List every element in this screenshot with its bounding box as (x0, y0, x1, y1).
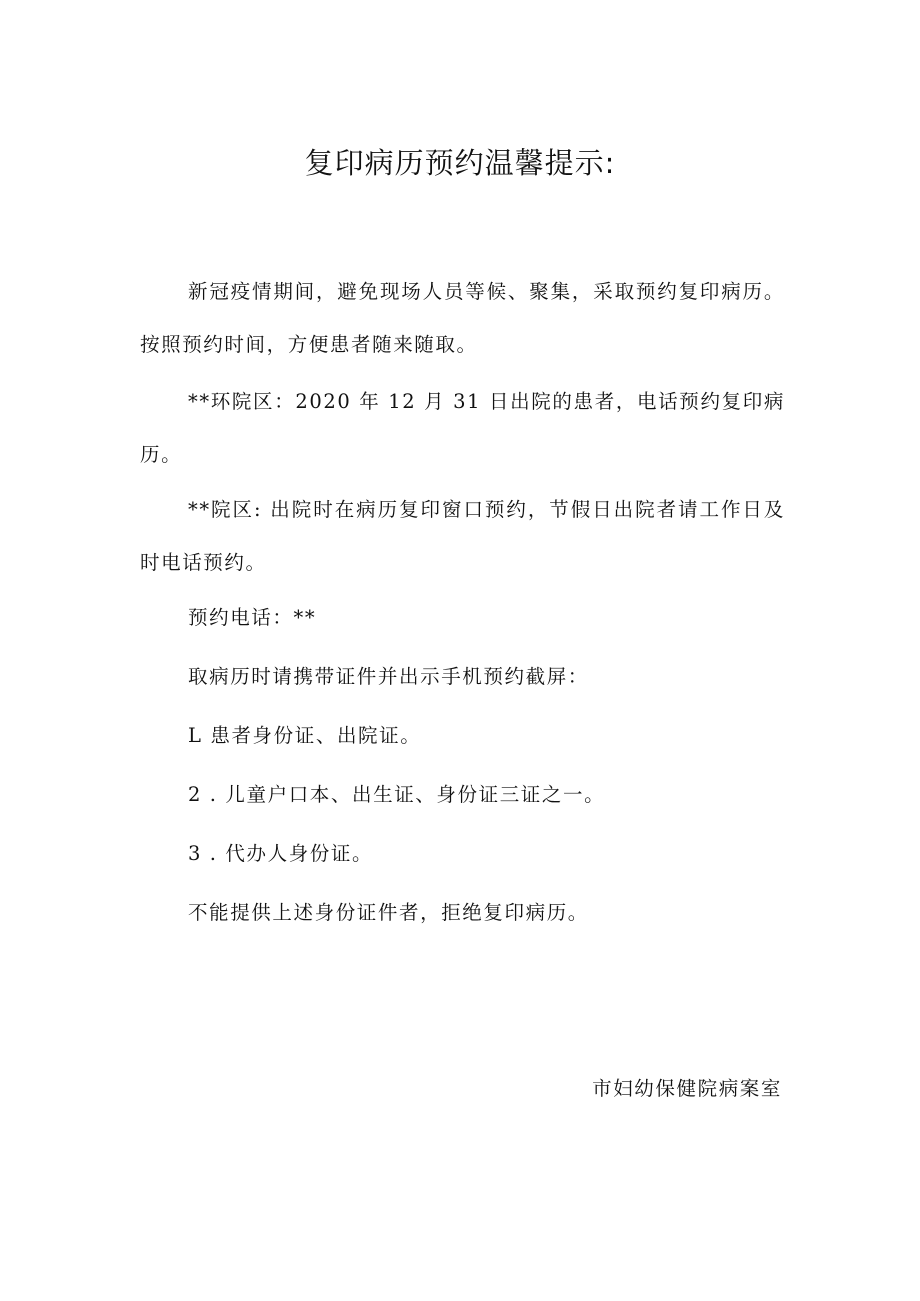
documents-list-item: 3 . 代办人身份证。 (188, 842, 374, 865)
phone-line: 预约电话：** (188, 606, 317, 629)
signature: 市妇幼保健院病案室 (592, 1077, 782, 1100)
document-title: 复印病历预约温馨提示: (304, 146, 616, 180)
documents-list-item: L 患者身份证、出院证。 (188, 724, 422, 747)
paragraph-main-campus: **院区: 出院时在病历复印窗口预约，节假日出院者请工作日及时电话预约。 (140, 498, 785, 574)
documents-intro: 取病历时请携带证件并出示手机预约截屏： (188, 665, 589, 688)
refusal-note: 不能提供上述身份证件者，拒绝复印病历。 (188, 901, 589, 924)
paragraph-huan-campus: **环院区：2020 年 12 月 31 日出院的患者，电话预约复印病历。 (140, 390, 785, 466)
documents-list-item: 2 . 儿童户口本、出生证、身份证三证之一。 (188, 783, 606, 806)
paragraph-pandemic-notice: 新冠疫情期间，避免现场人员等候、聚集，采取预约复印病历。按照预约时间，方便患者随来随取。 (140, 280, 785, 356)
